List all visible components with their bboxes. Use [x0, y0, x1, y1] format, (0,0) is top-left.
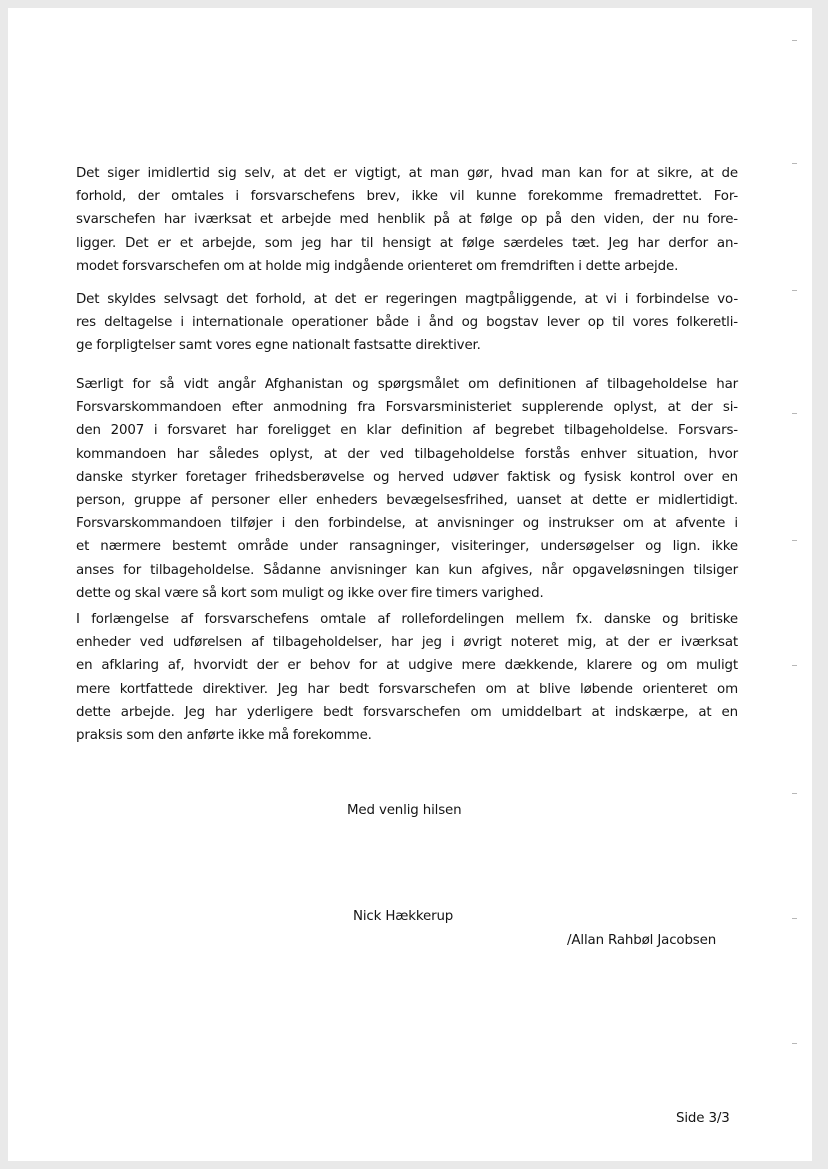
scan-mark — [792, 1043, 797, 1044]
text-line: en afklaring af, hvorvidt der er behov for at udgive mere dækkende, klarere og om muligt — [76, 658, 738, 674]
text-line: danske styrker foretager frihedsberøvelse og herved udøver faktisk og fysisk kontrol over en — [76, 469, 738, 485]
text-line: Det siger imidlertid sig selv, at det er vigtigt, at man gør, hvad man kan for at sikre, at de — [76, 166, 738, 181]
text-line: ge forpligtelser samt vores egne nationalt fastsatte direktiver. — [76, 338, 481, 354]
text-line: forhold, der omtales i forsvarschefens brev, ikke vil kunne forekomme fremadrettet. For- — [76, 189, 738, 205]
text-line: dette og skal være så kort som muligt og ikke over fire timers varighed. — [76, 585, 544, 601]
closing-greeting: Med venlig hilsen — [347, 803, 462, 818]
scan-mark — [792, 793, 797, 794]
scan-mark — [792, 413, 797, 414]
text-line: modet forsvarschefen om at holde mig indgående orienteret om fremdriften i dette arbejde. — [76, 258, 679, 274]
text-line: praksis som den anførte ikke må forekomme. — [76, 728, 372, 744]
text-line: mere kortfattede direktiver. Jeg har bedt forsvarschefen om at blive løbende orienteret om — [76, 681, 738, 697]
text-line: I forlængelse af forsvarschefens omtale af rollefordelingen mellem fx. danske og britiske — [76, 612, 738, 627]
scan-mark — [792, 540, 797, 541]
text-line: svarschefen har iværksat et arbejde med henblik på at følge op på den viden, der nu fore- — [76, 212, 738, 228]
scan-mark — [792, 40, 797, 41]
body-paragraph-3 — [76, 373, 738, 605]
body-paragraph-1 — [76, 162, 738, 278]
text-line: Forsvarskommandoen tilføjer i den forbindelse, at anvisninger og instrukser om at afvente i — [76, 516, 738, 532]
scan-mark — [792, 665, 797, 666]
page-number: Side 3/3 — [676, 1111, 730, 1126]
text-line: et nærmere bestemt område under ransagninger, visiteringer, undersøgelser og lign. ikke — [76, 539, 738, 555]
body-paragraph-2 — [76, 288, 738, 358]
text-line: anses for tilbageholdelse. Sådanne anvisninger kan kun afgives, når opgaveløsningen tilsiger — [76, 562, 738, 578]
text-line: den 2007 i forsvaret har foreligget en klar definition af begrebet tilbageholdelse. Forsvars- — [76, 423, 738, 439]
co-signatory-name: /Allan Rahbøl Jacobsen — [567, 933, 717, 948]
text-line: Det skyldes selvsagt det forhold, at det er regeringen magtpåliggende, at vi i forbindelse vo- — [76, 292, 738, 307]
signatory-name: Nick Hækkerup — [353, 909, 454, 924]
text-line: Særligt for så vidt angår Afghanistan og spørgsmålet om definitionen af tilbageholdelse har — [76, 377, 738, 392]
text-line: dette arbejde. Jeg har yderligere bedt forsvarschefen om umiddelbart at indskærpe, at en — [76, 704, 738, 720]
scan-mark — [792, 918, 797, 919]
text-line: ligger. Det er et arbejde, som jeg har til hensigt at følge særdeles tæt. Jeg har derfor an- — [76, 235, 738, 251]
scan-mark — [792, 163, 797, 164]
text-line: res deltagelse i internationale operationer både i ånd og bogstav lever op til vores folkeretli- — [76, 315, 738, 331]
text-line: person, gruppe af personer eller enheders bevægelsesfrihed, uanset at dette er midlertidigt. — [76, 493, 738, 509]
text-line: kommandoen har således oplyst, at der ved tilbageholdelse forstås enhver situation, hvor — [76, 446, 738, 462]
scan-mark — [792, 290, 797, 291]
body-paragraph-4 — [76, 608, 738, 747]
text-line: enheder ved udførelsen af tilbageholdelser, har jeg i øvrigt noteret mig, at der er iværksat — [76, 635, 738, 651]
text-line: Forsvarskommandoen efter anmodning fra Forsvarsministeriet supplerende oplyst, at der si- — [76, 400, 738, 416]
